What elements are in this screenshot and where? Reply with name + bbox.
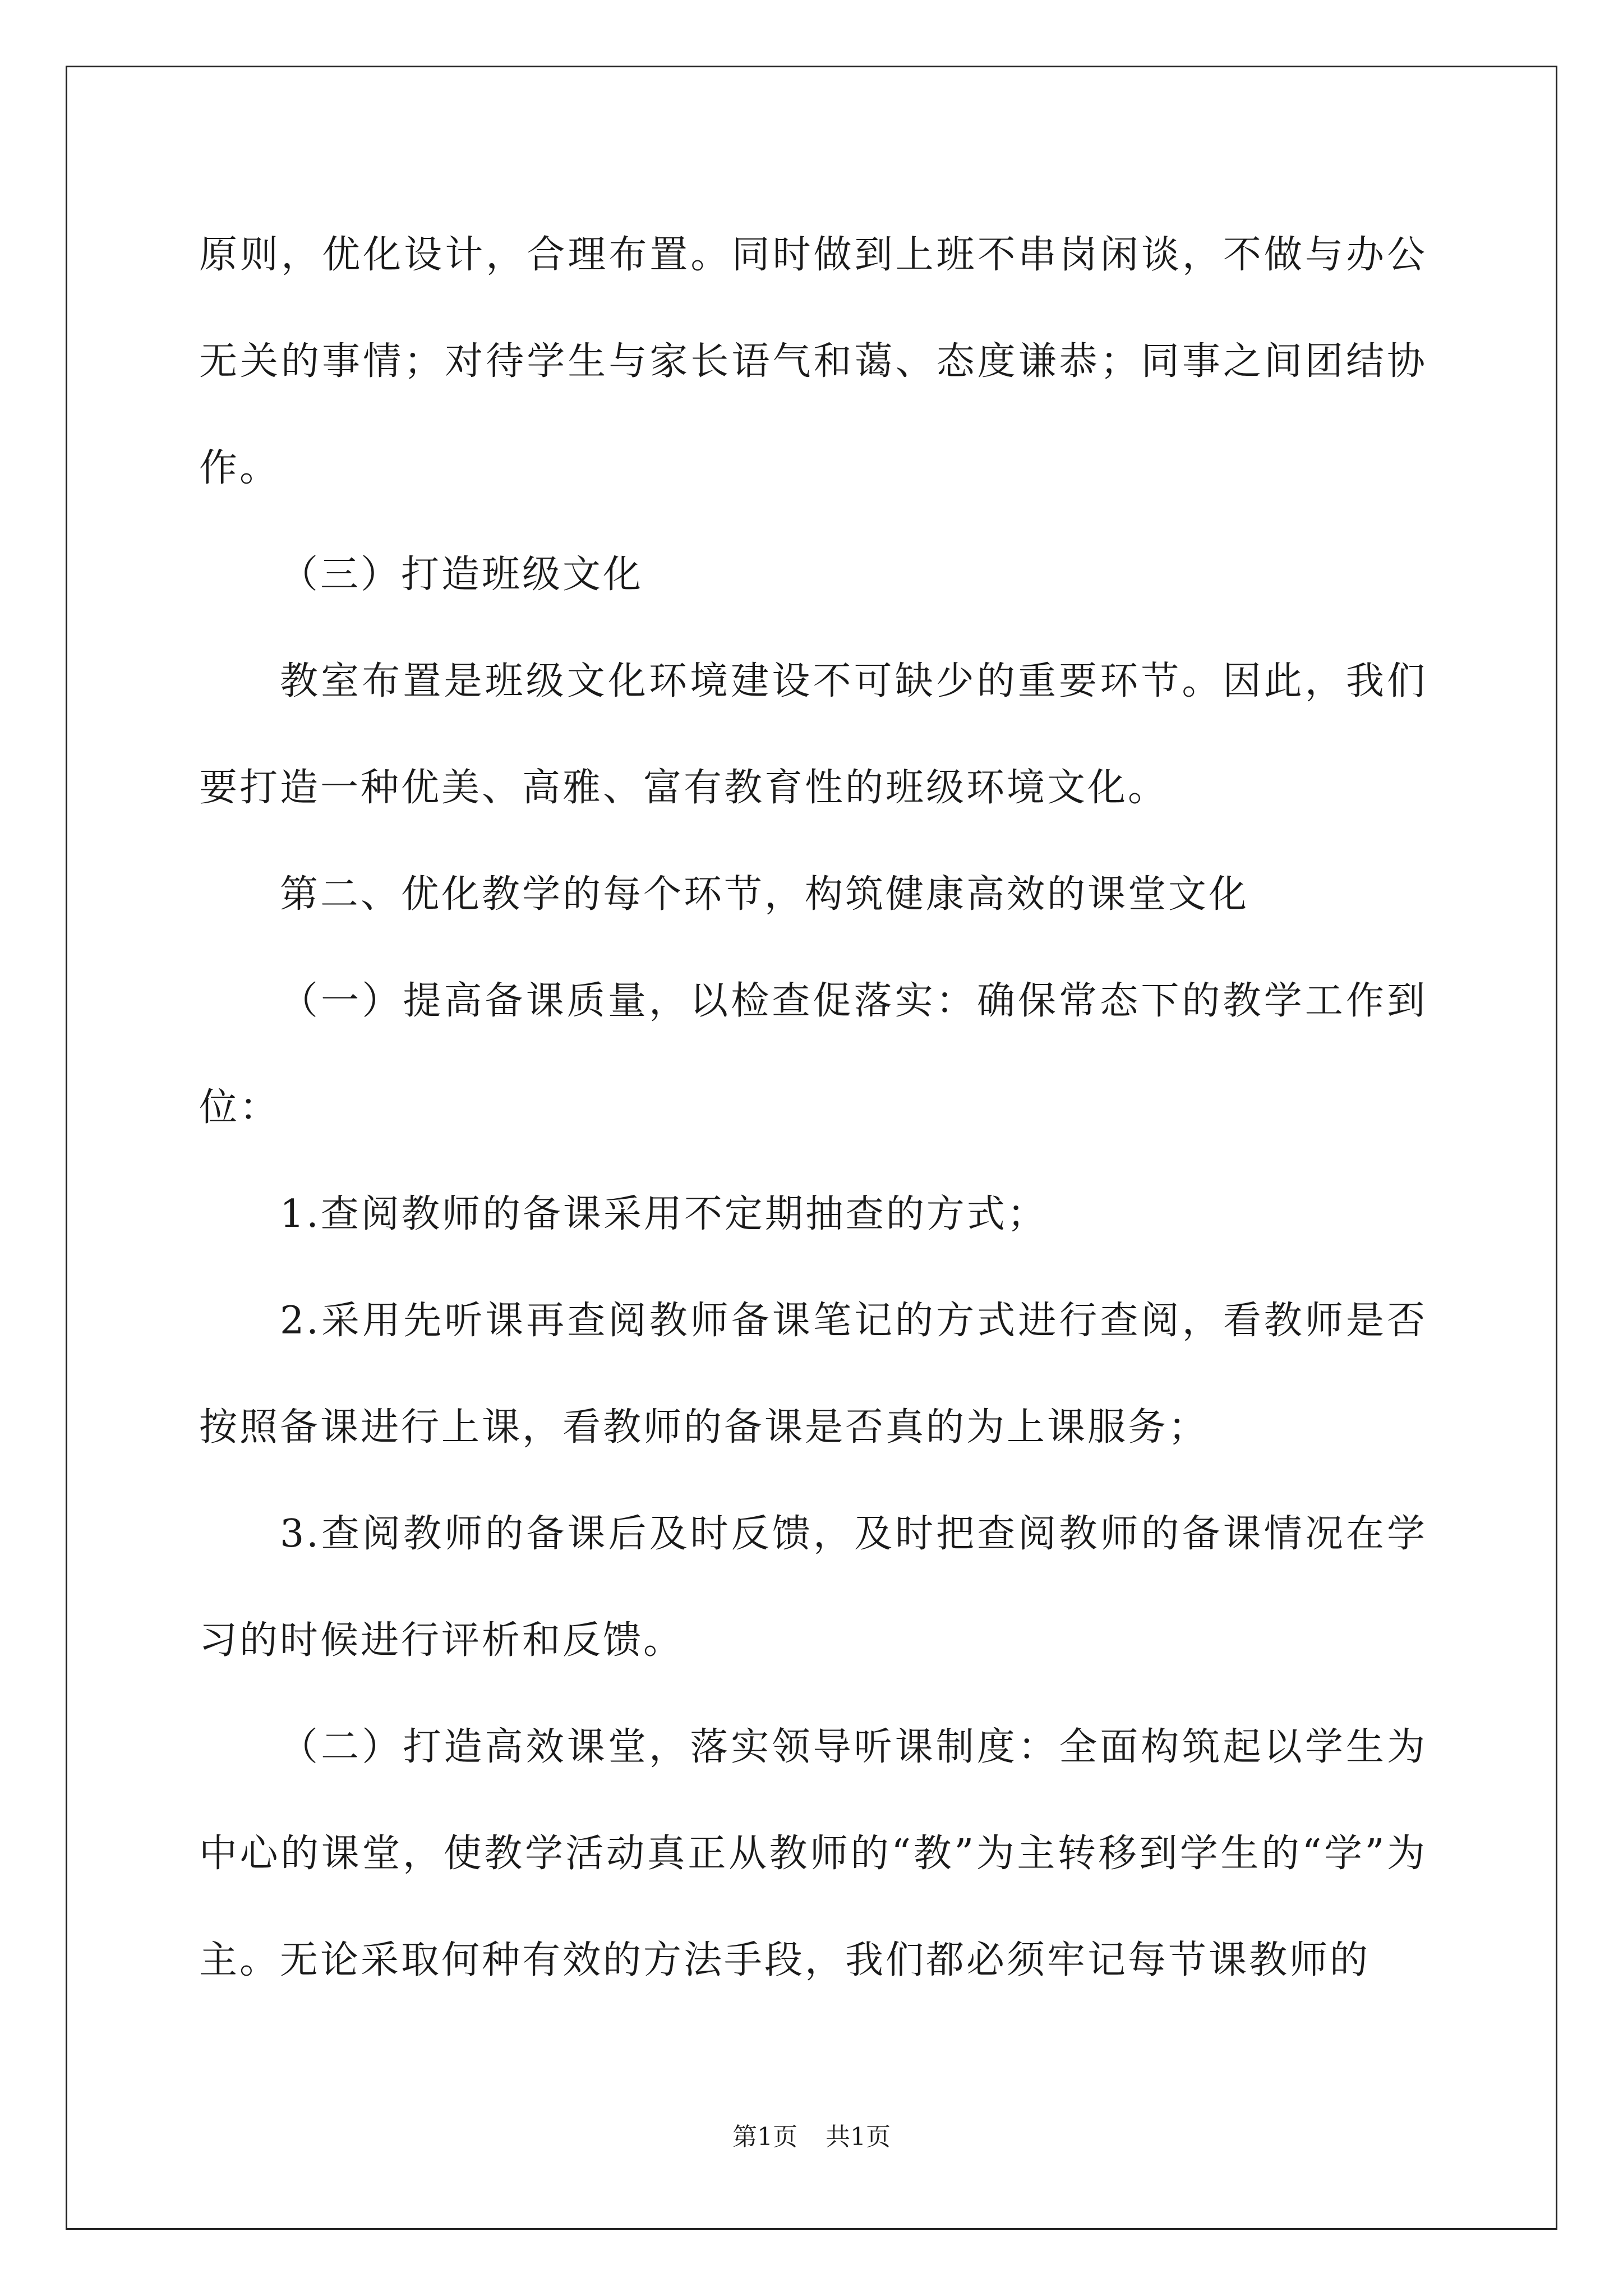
paragraph-1: 原则，优化设计，合理布置。同时做到上班不串岗闲谈，不做与办公无关的事情；对待学生与家长语气和蔼、态度谦恭；同事之间团结协作。 xyxy=(199,233,1427,490)
document-body xyxy=(199,202,1427,2014)
page-total: 共1页 xyxy=(826,2123,891,2151)
list-item-1: 1.查阅教师的备课采用不定期抽查的方式； xyxy=(280,1192,1048,1236)
list-item-2: 2.采用先听课再查阅教师备课笔记的方式进行查阅，看教师是否按照备课进行上课，看教师的备课是否真的为上课服务； xyxy=(199,1299,1427,1450)
section-heading-teaching: 第二、优化教学的每个环节，构筑健康高效的课堂文化 xyxy=(280,872,1249,917)
list-item-3: 3.查阅教师的备课后及时反馈，及时把查阅教师的备课情况在学习的时候进行评析和反馈。 xyxy=(199,1512,1427,1663)
page-footer xyxy=(0,2120,1623,2154)
subsection-heading-efficient-class: （二）打造高效课堂，落实领导听课制度：全面构筑起以学生为中心的课堂，使教学活动真正从教师的“教”为主转移到学生的“学”为主。无论采取何种有效的方法手段，我们都必须牢记每节课教师的 xyxy=(199,1725,1427,1982)
section-heading-class-culture: （三）打造班级文化 xyxy=(280,553,644,597)
subsection-heading-lesson-prep: （一）提高备课质量，以检查促落实：确保常态下的教学工作到位： xyxy=(199,979,1427,1130)
paragraph-classroom-layout: 教室布置是班级文化环境建设不可缺少的重要环节。因此，我们要打造一种优美、高雅、富有教育性的班级环境文化。 xyxy=(199,659,1427,810)
page-number: 第1页 xyxy=(732,2123,797,2151)
